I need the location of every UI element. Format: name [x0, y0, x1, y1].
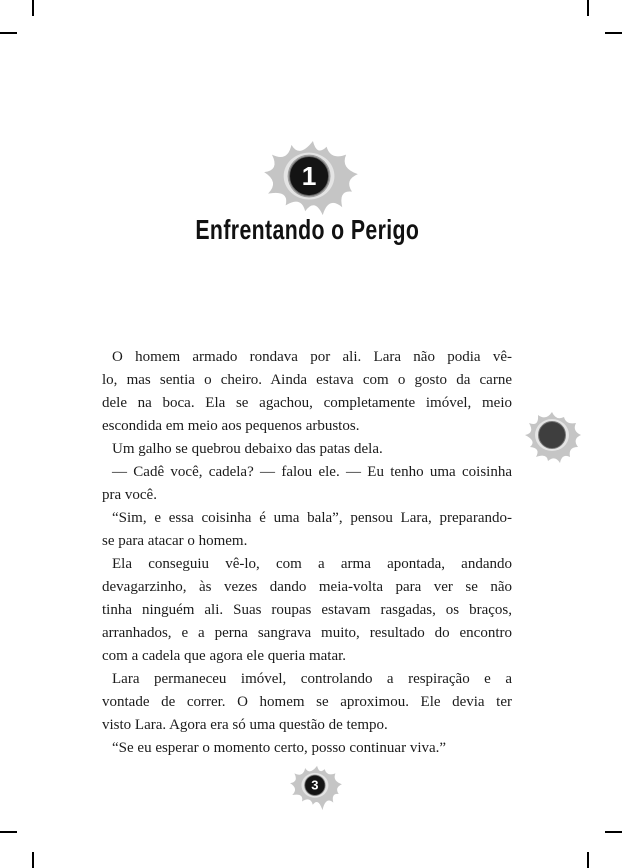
crop-mark-bottom-right-horizontal: [605, 831, 622, 833]
text-line: “Se eu esperar o momento certo, posso continuar viva.”: [112, 740, 447, 756]
crop-mark-bottom-right-vertical: [587, 852, 589, 868]
chapter-title: Enfrentando o Perigo: [195, 214, 420, 245]
text-line: com a cadela que agora ele queria matar.: [102, 648, 347, 664]
chapter-bullet-hole-icon: [262, 139, 360, 219]
text-line: pra você.: [102, 487, 157, 503]
text-line: se para atacar o homem.: [102, 533, 248, 549]
page-number: 3: [311, 777, 319, 793]
paragraph: [102, 668, 512, 737]
text-line: Lara permaneceu imóvel, controlando a respiração e a: [112, 671, 512, 687]
paragraph: [102, 438, 512, 461]
crop-mark-top-left-horizontal: [0, 32, 17, 34]
text-line: dele na boca. Ela se agachou, completamente imóvel, meio: [102, 395, 512, 411]
text-line: Um galho se quebrou debaixo das patas dela.: [112, 441, 383, 457]
page-number-bullet-hole-icon: [289, 762, 343, 814]
text-line: devagarzinho, às vezes dando meia-volta para ver se não: [102, 579, 512, 595]
crop-mark-top-right-vertical: [587, 0, 589, 16]
text-line: visto Lara. Agora era só uma questão de tempo.: [102, 717, 388, 733]
crop-mark-bottom-left-horizontal: [0, 831, 17, 833]
paragraph: [102, 461, 512, 507]
text-line: — Cadê você, cadela? — falou ele. — Eu tenho uma coisinha: [112, 464, 512, 480]
text-line: lo, mas sentia o cheiro. Ainda estava com o gosto da carne: [102, 372, 512, 388]
text-line: O homem armado rondava por ali. Lara não podia vê-: [112, 349, 512, 365]
text-line: vontade de correr. O homem se aproximou. Ele devia ter: [102, 694, 512, 710]
crop-mark-top-left-vertical: [32, 0, 34, 16]
text-line: Ela conseguiu vê-lo, com a arma apontada, andando: [112, 556, 512, 572]
paragraph: [102, 553, 512, 668]
paragraph: [102, 346, 512, 438]
chapter-number: 1: [301, 160, 317, 191]
paragraph: [102, 507, 512, 553]
crop-mark-top-right-horizontal: [605, 32, 622, 34]
text-line: tinha ninguém ali. Suas roupas estavam rasgadas, os braços,: [102, 602, 512, 618]
margin-bullet-hole-icon: [522, 409, 582, 467]
text-line: escondida em meio aos pequenos arbustos.: [102, 418, 360, 434]
body-text: [102, 346, 512, 760]
text-line: arranhados, e a perna sangrava muito, resultado do encontro: [102, 625, 512, 641]
crop-mark-bottom-left-vertical: [32, 852, 34, 868]
chapter-title-row: [103, 216, 512, 244]
paragraph: [102, 737, 512, 760]
text-line: “Sim, e essa coisinha é uma bala”, pensou Lara, preparando-: [112, 510, 512, 526]
